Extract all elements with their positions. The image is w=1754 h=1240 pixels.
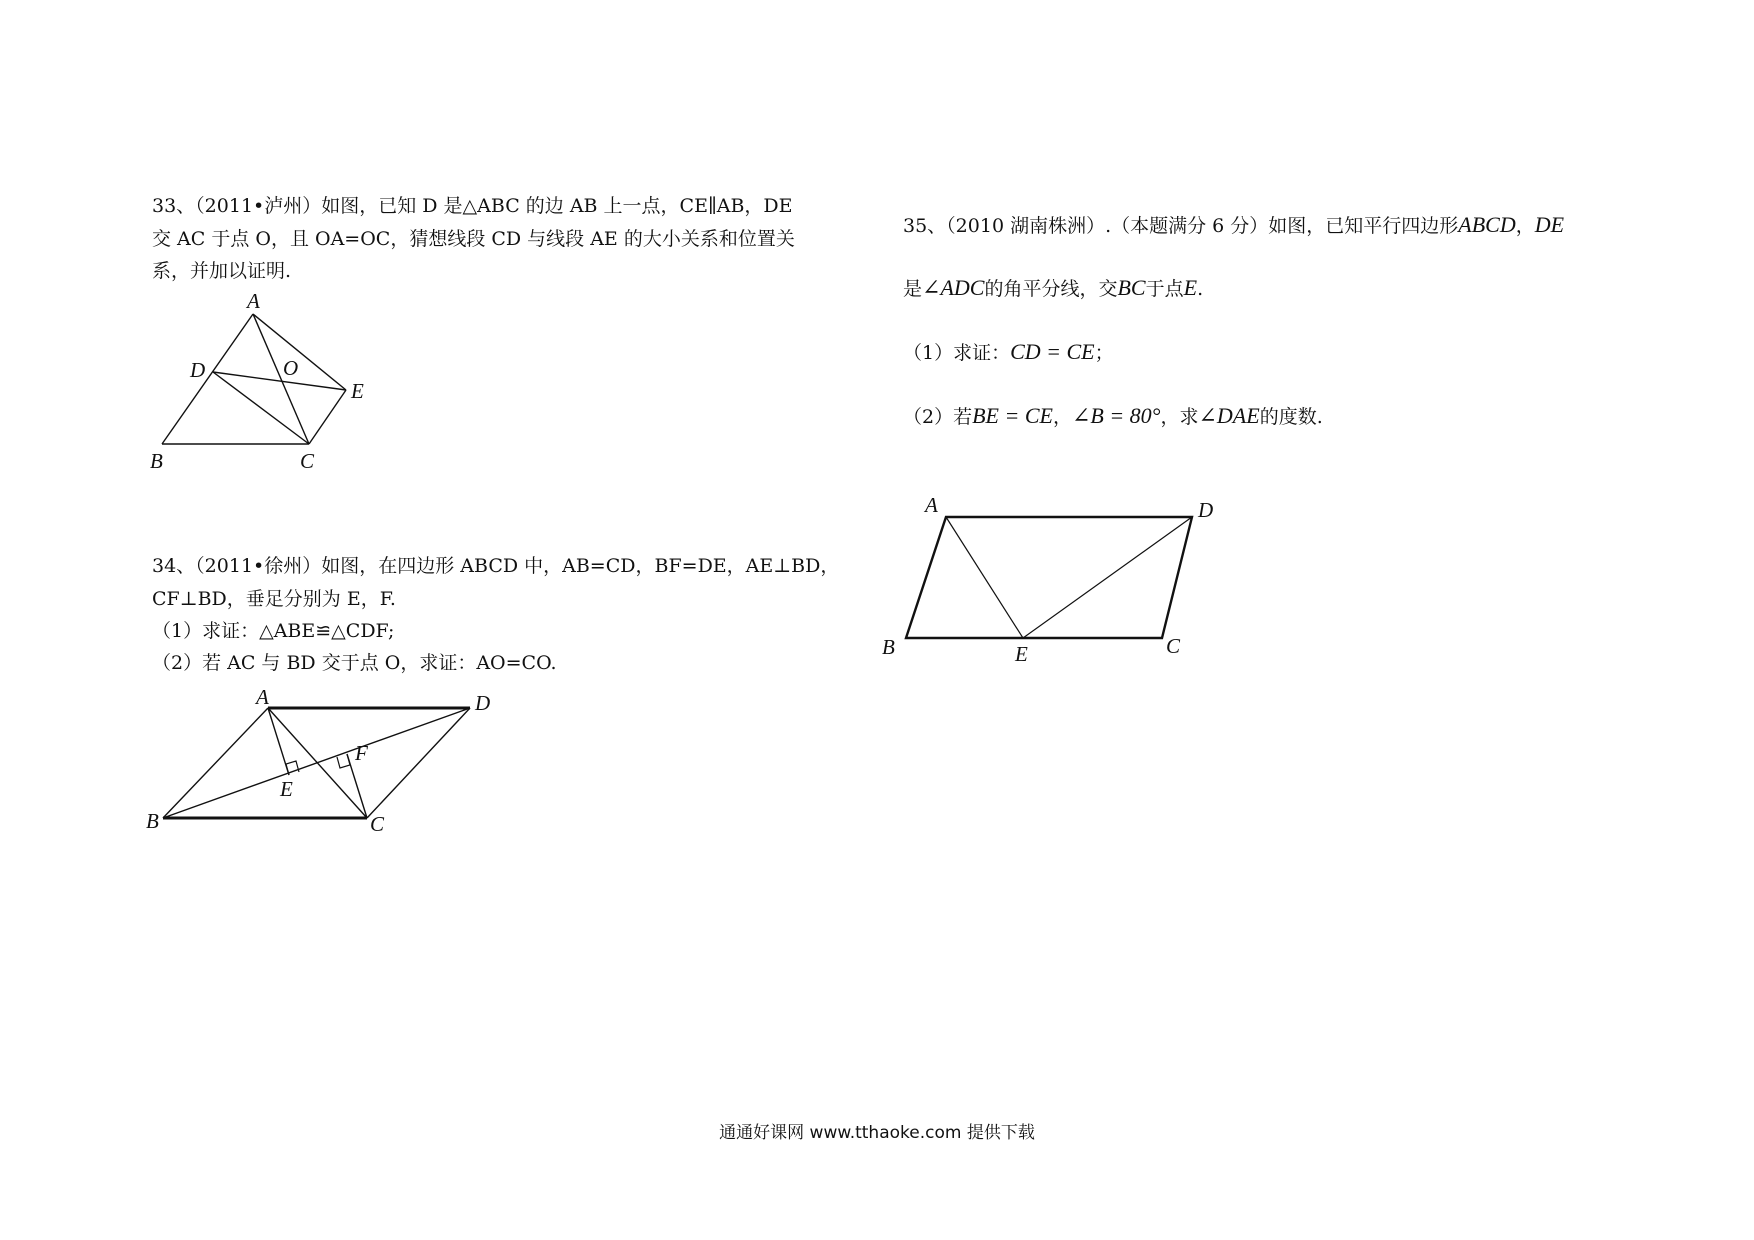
label-a: A — [247, 289, 260, 313]
p35-p2-prefix: （2）若 — [903, 406, 973, 428]
p35-p2-angle-b: ∠B = 80° — [1071, 403, 1161, 428]
p35-l2-angle-adc: ∠ADC — [922, 275, 985, 300]
p35-l2-prefix: 是 — [903, 278, 923, 300]
segment-bd — [163, 708, 470, 818]
problem-33-diagram — [140, 290, 370, 480]
p35-l2-bc: BC — [1117, 275, 1146, 300]
label-a: A — [925, 493, 938, 517]
page-footer: 通通好课网 www.tthaoke.com 提供下载 — [719, 1123, 1035, 1143]
problem-34-diagram — [140, 685, 500, 838]
problem-33-line-2: 交 AC 于点 O，且 OA=OC，猜想线段 CD 与线段 AE 的大小关系和位置关 — [152, 228, 795, 250]
label-f: F — [355, 741, 368, 765]
label-e: E — [351, 379, 364, 403]
p35-l1-abcd: ABCD — [1458, 212, 1516, 237]
p35-l2-mid: 的角平分线，交 — [984, 278, 1118, 300]
label-a: A — [256, 685, 269, 709]
label-b: B — [882, 635, 895, 659]
label-c: C — [300, 449, 315, 473]
segment-cd — [367, 708, 470, 818]
segment-ac — [268, 708, 367, 818]
p35-p2-angle-dae: ∠DAE — [1198, 403, 1260, 428]
problem-34-line-1: 34、（2011•徐州）如图，在四边形 ABCD 中，AB=CD，BF=DE，AE⊥BD， — [152, 555, 840, 577]
p35-p1-eq: CD = CE — [1010, 339, 1095, 364]
p35-l1-prefix: 35、（2010 湖南株洲）.（本题满分 6 分）如图，已知平行四边形 — [903, 215, 1459, 237]
problem-33-line-1: 33、（2011•泸州）如图，已知 D 是△ABC 的边 AB 上一点，CE∥AB，DE — [152, 195, 793, 217]
p35-l2-e: E — [1183, 275, 1198, 300]
label-e: E — [1015, 642, 1028, 666]
p35-p1-end: ； — [1094, 342, 1114, 364]
p35-p2-sep2: ，求 — [1160, 406, 1199, 428]
segment-ab — [163, 708, 268, 818]
problem-35-line-2 — [903, 273, 1203, 304]
label-b: B — [146, 809, 159, 833]
problem-35-part-1 — [903, 337, 1114, 368]
label-d: D — [475, 691, 491, 715]
p35-l1-de: DE — [1534, 212, 1565, 237]
problem-35-line-1 — [903, 210, 1564, 241]
segment-ab — [162, 314, 253, 444]
p35-l1-sep: ， — [1515, 215, 1535, 237]
right-angle-f — [337, 754, 350, 768]
segment-ce — [309, 390, 346, 444]
problem-34-line-2: CF⊥BD，垂足分别为 E，F. — [152, 588, 396, 610]
problem-35-diagram — [870, 490, 1230, 680]
problem-34-line-4: （2）若 AC 与 BD 交于点 O，求证：AO=CO. — [152, 652, 557, 674]
p35-p2-end: 的度数. — [1259, 406, 1323, 428]
p35-l2-mid2: 于点 — [1145, 278, 1184, 300]
label-c: C — [1166, 634, 1181, 658]
label-b: B — [150, 449, 163, 473]
label-d: D — [190, 358, 206, 382]
label-d: D — [1198, 498, 1214, 522]
label-o: O — [283, 356, 299, 380]
segment-ae — [946, 517, 1023, 638]
problem-33-line-3: 系，并加以证明. — [152, 260, 292, 282]
problem-35-part-2 — [903, 401, 1323, 432]
p35-p2-sep1: ， — [1052, 406, 1072, 428]
right-angle-e — [286, 761, 299, 775]
p35-p2-be-ce: BE = CE — [972, 403, 1053, 428]
label-e: E — [280, 777, 293, 801]
problem-34-line-3: （1）求证：△ABE≌△CDF; — [152, 620, 395, 642]
p35-p1-prefix: （1）求证： — [903, 342, 1011, 364]
p35-l2-end: . — [1197, 278, 1204, 300]
label-c: C — [370, 812, 385, 836]
